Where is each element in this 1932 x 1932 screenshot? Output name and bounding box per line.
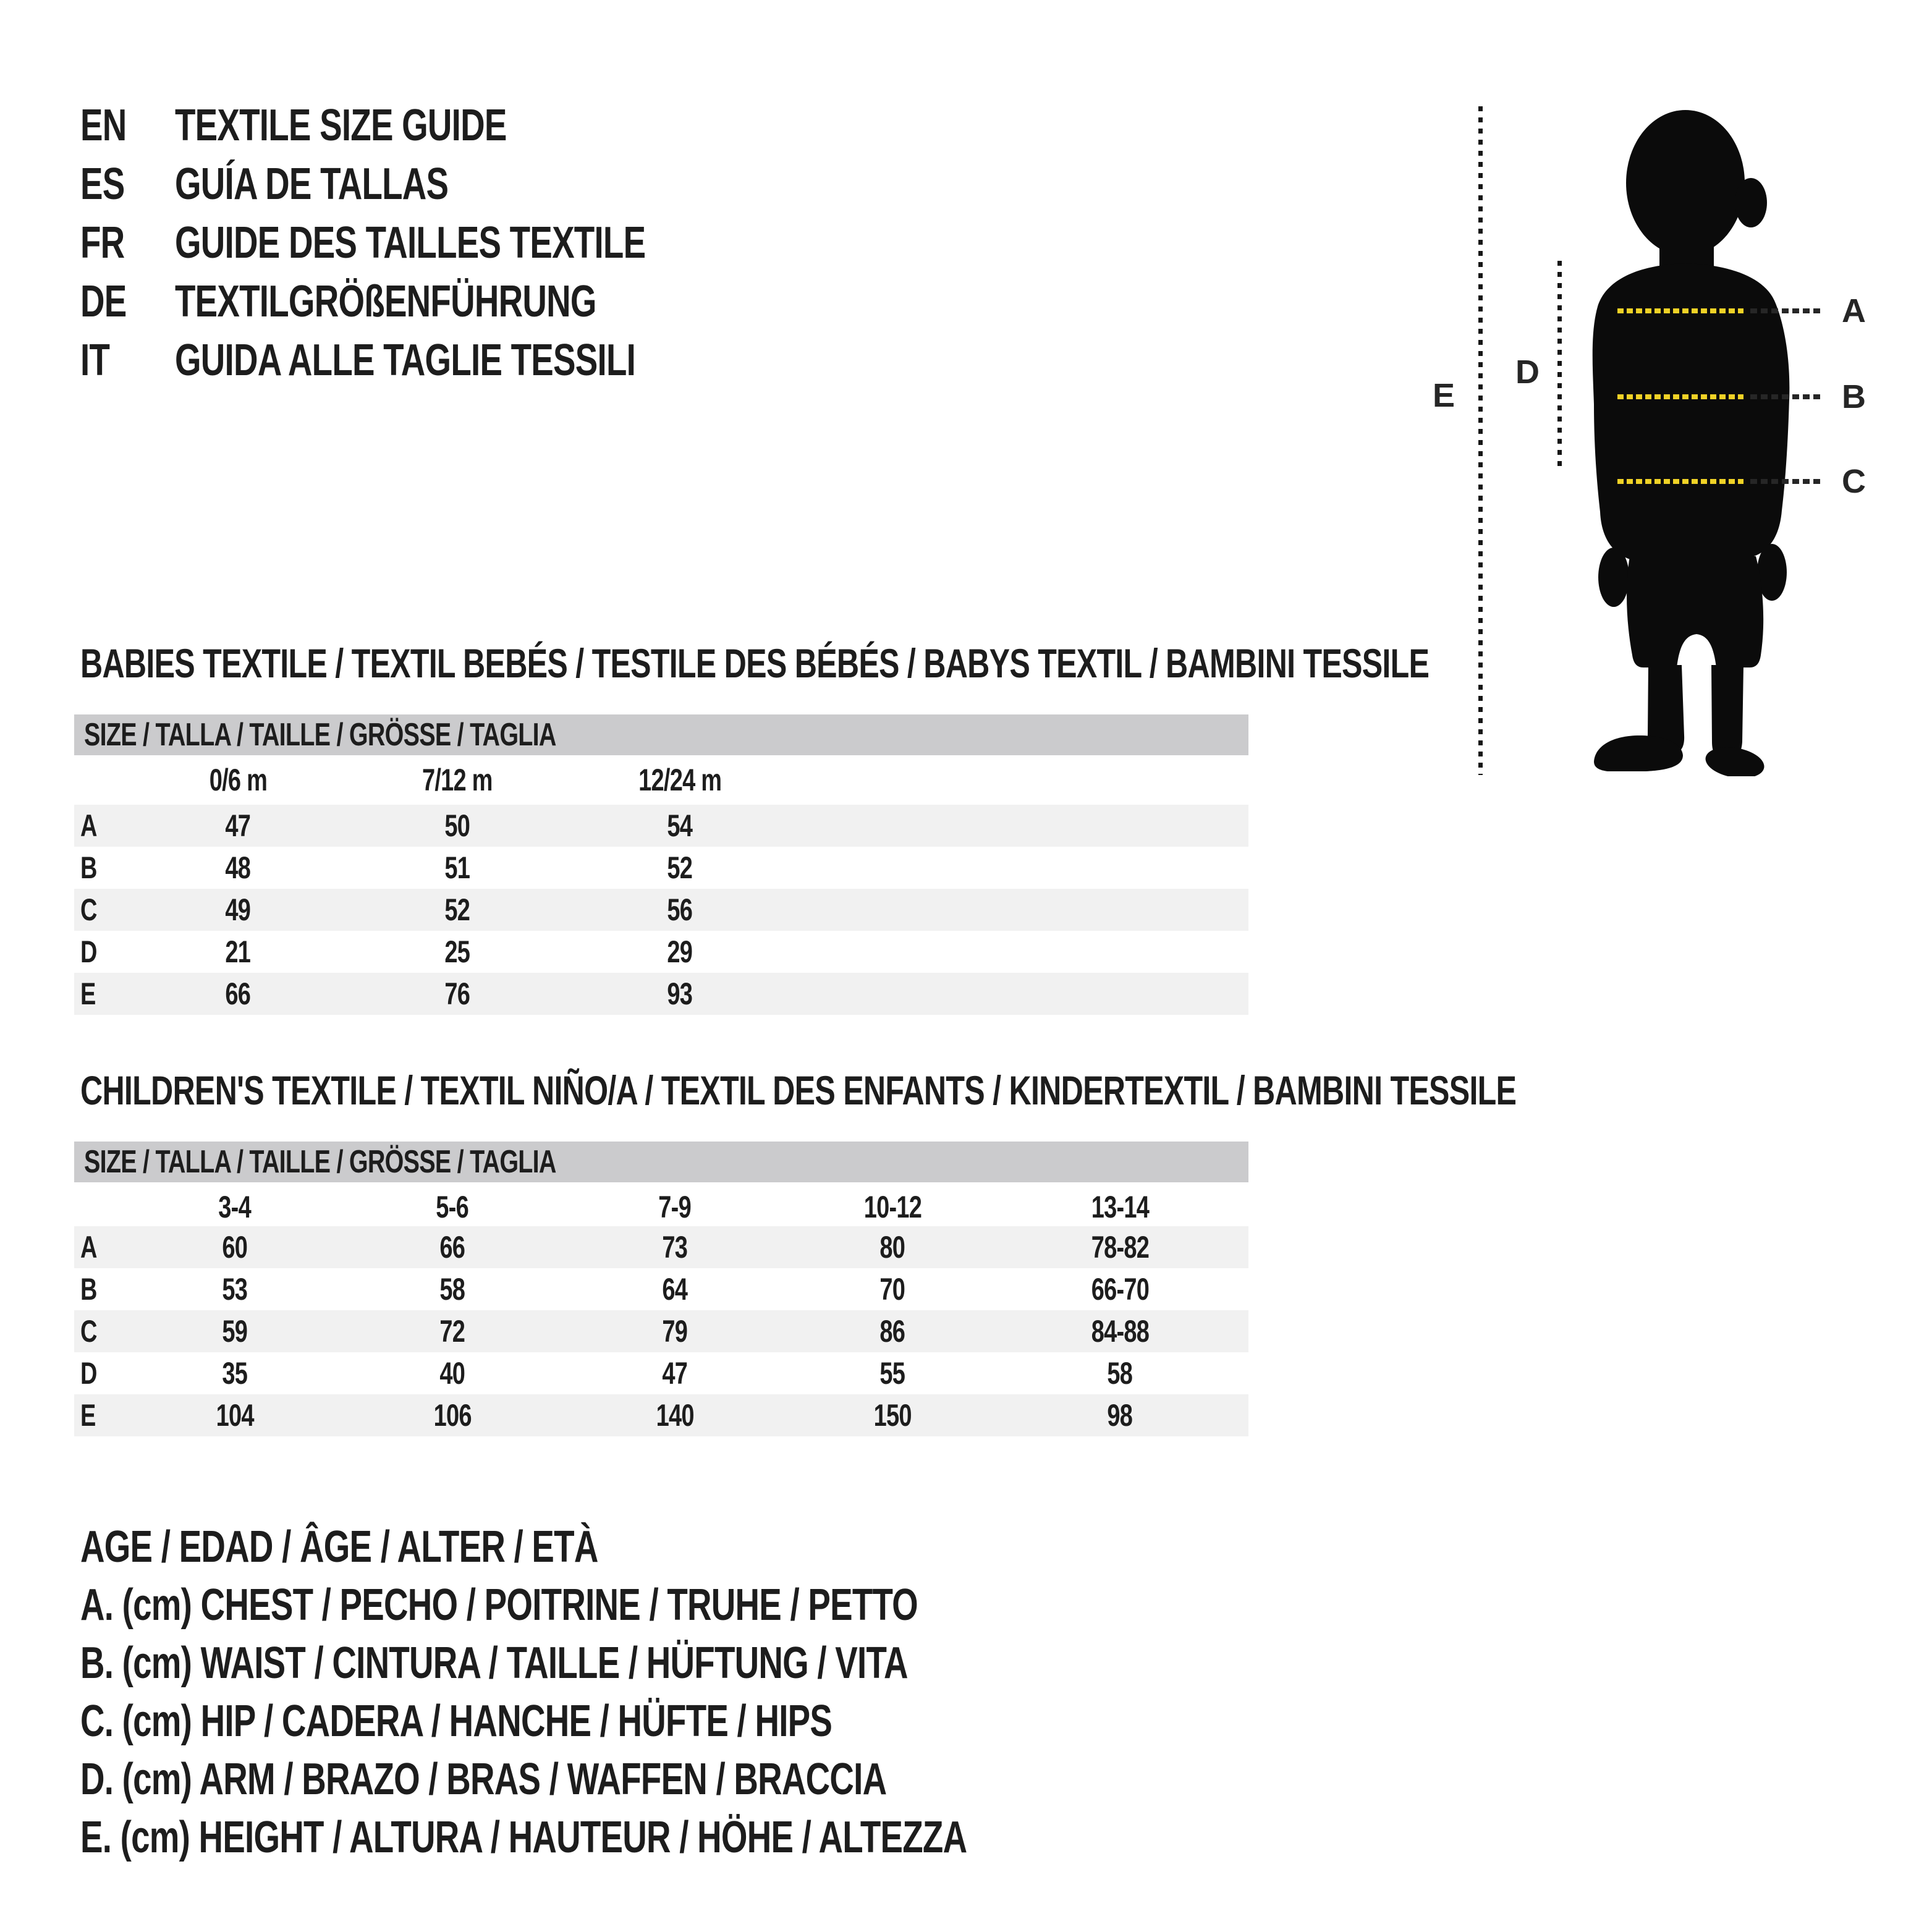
table-cell: 58 [439,1272,465,1307]
row-label: E [80,977,96,1011]
children-column-header: 7-9 [658,1190,692,1224]
language-title: TEXTILE SIZE GUIDE [175,101,507,150]
table-cell: 47 [662,1356,688,1391]
waist-measure-label: B [1842,378,1866,415]
language-title: GUIDA ALLE TAGLIE TESSILI [175,336,636,385]
table-cell: 78-82 [1091,1230,1149,1265]
child-silhouette-figure [1573,109,1797,776]
table-row [74,889,1248,931]
table-cell: 29 [667,934,693,969]
children-section-title: CHILDREN'S TEXTILE / TEXTIL NIÑO/A / TEXTIL DES ENFANTS / KINDERTEXTIL / BAMBINI TESSILE [80,1067,1517,1113]
babies-size-header-label: SIZE / TALLA / TAILLE / GRÖSSE / TAGLIA [84,717,556,753]
waist-measure-dash-line [1617,394,1743,399]
table-cell: 40 [439,1356,465,1391]
table-cell: 56 [667,892,693,927]
children-size-header-label: SIZE / TALLA / TAILLE / GRÖSSE / TAGLIA [84,1144,556,1180]
table-row [74,1310,1248,1352]
hip-measure-dash-line [1617,479,1743,484]
table-cell: 49 [225,892,251,927]
legend-chest-line: A. (cm) CHEST / PECHO / POITRINE / TRUHE / PETTO [80,1580,918,1630]
table-cell: 98 [1107,1398,1133,1433]
table-cell: 79 [662,1314,688,1349]
row-label: D [80,1356,97,1391]
babies-section-title: BABIES TEXTILE / TEXTIL BEBÉS / TESTILE DES BÉBÉS / BABYS TEXTIL / BAMBINI TESSILE [80,640,1430,686]
language-title: TEXTILGRÖßENFÜHRUNG [175,277,596,326]
language-code: ES [80,159,125,209]
table-cell: 58 [1107,1356,1133,1391]
table-cell: 51 [444,850,470,885]
table-cell: 64 [662,1272,688,1307]
language-code: DE [80,277,127,326]
chest-leader-dash-line [1750,308,1823,313]
language-code: EN [80,101,127,150]
babies-column-header: 0/6 m [209,763,267,797]
table-cell: 66 [439,1230,465,1265]
table-row [74,1394,1248,1436]
children-column-header: 10-12 [863,1190,922,1224]
arm-measure-dotted-line [1557,261,1562,471]
chest-measure-label: A [1842,292,1866,329]
height-measure-label: E [1433,377,1455,414]
table-cell: 50 [444,808,470,843]
hip-leader-dash-line [1750,479,1823,484]
table-cell: 84-88 [1091,1314,1149,1349]
table-cell: 55 [879,1356,905,1391]
row-label: A [80,1230,97,1265]
table-row [74,847,1248,889]
children-column-header: 3-4 [218,1190,252,1224]
legend-waist-line: B. (cm) WAIST / CINTURA / TAILLE / HÜFTUNG / VITA [80,1638,908,1688]
legend-age-line: AGE / EDAD / ÂGE / ALTER / ETÀ [80,1522,598,1572]
table-cell: 21 [225,934,251,969]
table-cell: 104 [216,1398,254,1433]
children-column-header-row [74,1190,1248,1224]
arm-measure-label: D [1515,354,1540,391]
table-cell: 70 [879,1272,905,1307]
table-cell: 54 [667,808,693,843]
row-label: C [80,1314,97,1349]
table-cell: 60 [222,1230,248,1265]
table-cell: 73 [662,1230,688,1265]
table-cell: 150 [873,1398,912,1433]
legend-height-line: E. (cm) HEIGHT / ALTURA / HAUTEUR / HÖHE / ALTEZZA [80,1813,967,1862]
table-cell: 86 [879,1314,905,1349]
babies-column-header: 7/12 m [422,763,493,797]
legend-hip-line: C. (cm) HIP / CADERA / HANCHE / HÜFTE / HIPS [80,1697,833,1746]
children-column-header: 13-14 [1091,1190,1149,1224]
table-row [74,973,1248,1015]
row-label: E [80,1398,96,1433]
table-cell: 48 [225,850,251,885]
table-cell: 59 [222,1314,248,1349]
row-label: A [80,808,97,843]
children-size-header-bar [74,1142,1248,1182]
table-cell: 47 [225,808,251,843]
table-cell: 80 [879,1230,905,1265]
row-label: B [80,1272,97,1307]
table-cell: 52 [667,850,693,885]
table-cell: 53 [222,1272,248,1307]
waist-leader-dash-line [1750,394,1823,399]
hip-measure-label: C [1842,463,1866,500]
language-code: FR [80,218,125,268]
table-cell: 52 [444,892,470,927]
language-title: GUIDE DES TAILLES TEXTILE [175,218,646,268]
table-cell: 140 [656,1398,694,1433]
children-column-header: 5-6 [436,1190,469,1224]
legend-arm-line: D. (cm) ARM / BRAZO / BRAS / WAFFEN / BRACCIA [80,1755,887,1804]
table-row [74,931,1248,973]
table-cell: 106 [433,1398,472,1433]
language-code: IT [80,336,110,385]
table-row [74,1352,1248,1394]
table-cell: 72 [439,1314,465,1349]
chest-measure-dash-line [1617,308,1743,313]
table-cell: 76 [444,977,470,1011]
table-cell: 66-70 [1091,1272,1149,1307]
table-cell: 93 [667,977,693,1011]
table-cell: 66 [225,977,251,1011]
babies-column-header-row [74,763,1248,797]
table-row [74,1268,1248,1310]
table-row [74,1226,1248,1268]
table-cell: 25 [444,934,470,969]
table-cell: 35 [222,1356,248,1391]
babies-size-header-bar [74,714,1248,755]
row-label: D [80,934,97,969]
row-label: B [80,850,97,885]
language-title: GUÍA DE TALLAS [175,159,449,209]
babies-column-header: 12/24 m [638,763,722,797]
table-row [74,805,1248,847]
row-label: C [80,892,97,927]
